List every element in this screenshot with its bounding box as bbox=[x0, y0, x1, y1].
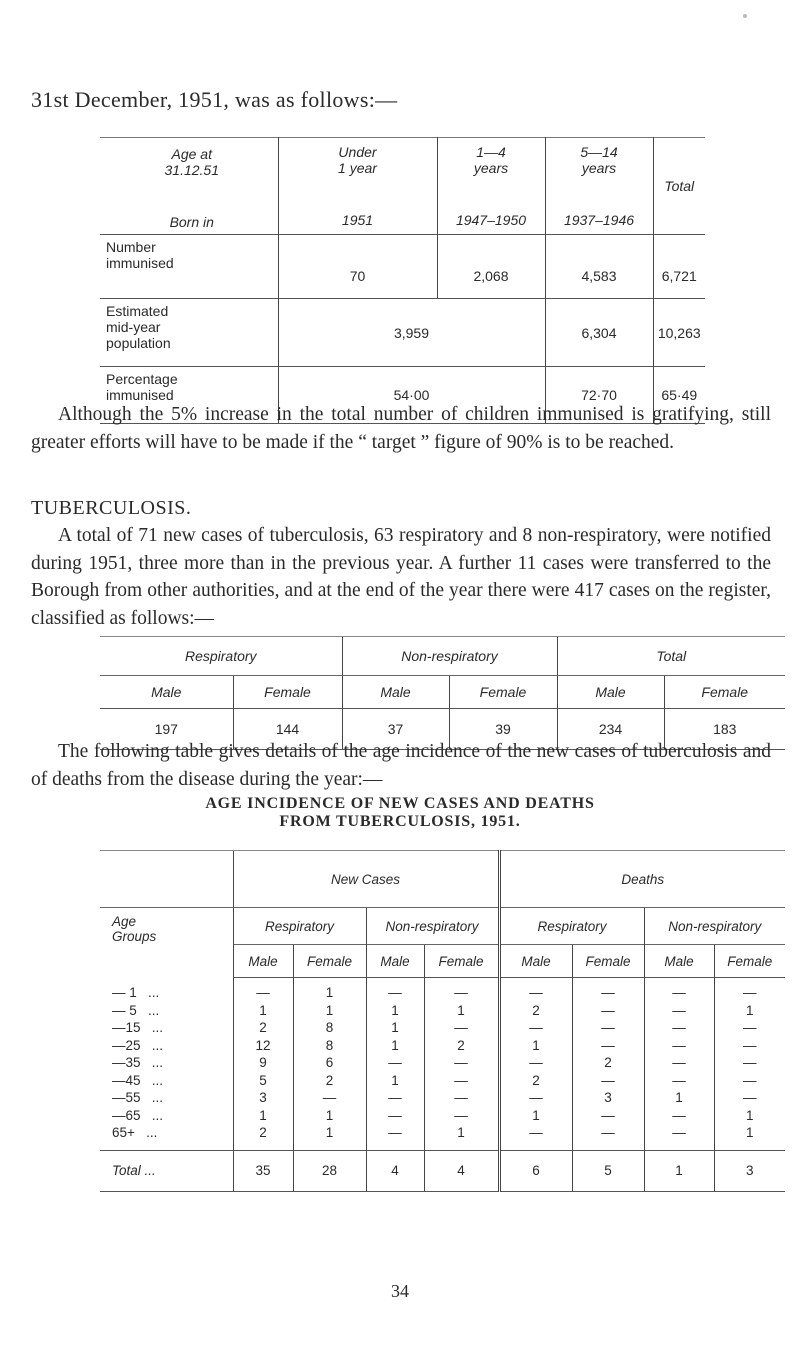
cell-value: 2 bbox=[293, 1072, 366, 1090]
cell-value: 1 bbox=[424, 1124, 499, 1150]
row-population-label: Estimated mid-year population bbox=[100, 299, 278, 367]
cell-value: 197 bbox=[100, 709, 233, 750]
cell-value: 1 bbox=[293, 1124, 366, 1150]
age-group-cell: —25 ... bbox=[112, 1037, 164, 1053]
cell-value: — bbox=[233, 978, 293, 1002]
cell-value: 144 bbox=[233, 709, 342, 750]
group-header: Respiratory bbox=[233, 908, 366, 945]
cell-value: — bbox=[366, 1054, 424, 1072]
table-caption-line1: AGE INCIDENCE OF NEW CASES AND DEATHS bbox=[205, 795, 595, 812]
cell-value: 1 bbox=[714, 1002, 785, 1020]
cell-value: — bbox=[424, 1089, 499, 1107]
cell-value: 183 bbox=[664, 709, 785, 750]
cell-value: — bbox=[644, 1037, 714, 1055]
total-label: Total ... bbox=[100, 1150, 233, 1191]
cell-value: 1 bbox=[424, 1002, 499, 1020]
total-value: 35 bbox=[233, 1150, 293, 1191]
age-header-cell bbox=[100, 138, 278, 235]
cell-value: 65·49 bbox=[653, 367, 705, 424]
cell-value: 1 bbox=[293, 978, 366, 1002]
cell-value: — bbox=[714, 1072, 785, 1090]
cell-value: 6 bbox=[293, 1054, 366, 1072]
deaths-header: Deaths bbox=[499, 851, 785, 908]
cell-value: — bbox=[499, 1054, 572, 1072]
cell-value: — bbox=[572, 1107, 644, 1125]
sub-header: Male bbox=[557, 676, 664, 709]
sub-header: Male bbox=[233, 945, 293, 978]
cell-value: 1 bbox=[366, 1019, 424, 1037]
paragraph-age-incidence: The following table gives details of the age incidence of the new cases of tuberculosis and of deaths from the disease during the year:— bbox=[31, 741, 771, 790]
cell-value: — bbox=[714, 1037, 785, 1055]
sub-header: Female bbox=[664, 676, 785, 709]
cell-value: 39 bbox=[449, 709, 557, 750]
cell-value: 1 bbox=[714, 1107, 785, 1125]
cell-value: 1 bbox=[293, 1107, 366, 1125]
sub-header: Female bbox=[424, 945, 499, 978]
age-group-cell: 65+ ... bbox=[100, 1124, 233, 1150]
cell-value: 1 bbox=[499, 1037, 572, 1055]
cell-value: — bbox=[424, 978, 499, 1002]
age-group-cell: —65 ... bbox=[112, 1107, 164, 1123]
group-header: Respiratory bbox=[499, 908, 644, 945]
cell-value: 234 bbox=[557, 709, 664, 750]
cell-value: — bbox=[499, 1124, 572, 1150]
cell-value: — bbox=[644, 1019, 714, 1037]
cell-value: 6,721 bbox=[653, 235, 705, 299]
row-immunised-label: Number immunised bbox=[100, 235, 278, 299]
cell-value: — bbox=[499, 1019, 572, 1037]
age-group-cell: — 5 ... bbox=[112, 1002, 160, 1018]
cell-value: — bbox=[366, 1089, 424, 1107]
table-caption-line2: FROM TUBERCULOSIS, 1951. bbox=[279, 813, 521, 830]
immunisation-table bbox=[100, 137, 705, 424]
sub-header: Female bbox=[572, 945, 644, 978]
cell-value: — bbox=[644, 1002, 714, 1020]
cell-value: — bbox=[424, 1072, 499, 1090]
row-percentage-label: Percentage immunised bbox=[100, 367, 278, 424]
cell-value: 6,304 bbox=[545, 299, 653, 367]
cell-value: — bbox=[366, 1107, 424, 1125]
cell-value: — bbox=[644, 1072, 714, 1090]
cell-value: — bbox=[572, 1037, 644, 1055]
cell-value: — bbox=[644, 978, 714, 1002]
cell-value: — bbox=[644, 1054, 714, 1072]
cell-value: 4,583 bbox=[545, 235, 653, 299]
cell-value: — bbox=[366, 978, 424, 1002]
cell-value: — bbox=[572, 1019, 644, 1037]
cell-value: 12 bbox=[233, 1037, 293, 1055]
cell-value: 54·00 bbox=[278, 367, 545, 424]
sub-header: Male bbox=[100, 676, 233, 709]
paragraph-immunisation: Although the 5% increase in the total number of children immunised is gratifying, still greater efforts will have to be made if the “ target ” figure of 90% is to be reached. bbox=[31, 404, 771, 453]
cell-value: 37 bbox=[342, 709, 449, 750]
table-row bbox=[100, 1089, 785, 1107]
group-respiratory: Respiratory bbox=[100, 637, 342, 676]
cell-value: — bbox=[644, 1107, 714, 1125]
cell-value: — bbox=[572, 1072, 644, 1090]
cell-value: 1 bbox=[499, 1107, 572, 1125]
tuberculosis-heading: TUBERCULOSIS. bbox=[31, 497, 192, 519]
cell-value: 1 bbox=[233, 1002, 293, 1020]
cell-value: 9 bbox=[233, 1054, 293, 1072]
born-in-label: Born in bbox=[169, 214, 214, 230]
intro-line: 31st December, 1951, was as follows:— bbox=[31, 87, 398, 112]
table-row bbox=[100, 1054, 785, 1072]
age-date-label: 31.12.51 bbox=[164, 162, 219, 178]
paragraph-tuberculosis: A total of 71 new cases of tuberculosis, 63 respiratory and 8 non-respiratory, were notified during 1951, three more than in the previous year. A further 11 cases were transferred to the Borough from other authorities, and at the end of the year there were 417 cases on the register, classified as follows:— bbox=[31, 525, 771, 629]
table-row bbox=[100, 1002, 785, 1020]
cell-value: — bbox=[714, 1054, 785, 1072]
cell-value: — bbox=[499, 1089, 572, 1107]
total-value: 3 bbox=[714, 1150, 785, 1191]
cell-value: 2 bbox=[499, 1002, 572, 1020]
cell-value: 1 bbox=[366, 1002, 424, 1020]
cell-value: 1 bbox=[233, 1107, 293, 1125]
cell-value: — bbox=[572, 978, 644, 1002]
cell-value: 2 bbox=[233, 1124, 293, 1150]
cell-value: — bbox=[644, 1124, 714, 1150]
total-value: 6 bbox=[499, 1150, 572, 1191]
age-group-cell: —35 ... bbox=[112, 1055, 164, 1071]
col-under-1: Under 1 year 1951 bbox=[278, 138, 437, 235]
cell-value: 70 bbox=[278, 235, 437, 299]
cell-value: — bbox=[572, 1124, 644, 1150]
table-row bbox=[100, 1019, 785, 1037]
age-group-cell: — 1 ... bbox=[112, 985, 160, 1000]
cell-value: 1 bbox=[714, 1124, 785, 1150]
total-value: 1 bbox=[644, 1150, 714, 1191]
sub-header: Male bbox=[342, 676, 449, 709]
cell-value: 8 bbox=[293, 1019, 366, 1037]
sub-header: Male bbox=[366, 945, 424, 978]
cell-value: — bbox=[424, 1054, 499, 1072]
table-row bbox=[100, 1037, 785, 1055]
cell-value: 2 bbox=[499, 1072, 572, 1090]
total-value: 4 bbox=[424, 1150, 499, 1191]
cell-value: 2 bbox=[572, 1054, 644, 1072]
age-at-label: Age at bbox=[171, 146, 212, 162]
cell-value: 72·70 bbox=[545, 367, 653, 424]
cell-value: 1 bbox=[366, 1072, 424, 1090]
speck bbox=[743, 14, 747, 18]
sub-header: Male bbox=[499, 945, 572, 978]
total-value: 4 bbox=[366, 1150, 424, 1191]
cell-value: — bbox=[572, 1002, 644, 1020]
new-cases-header: New Cases bbox=[233, 851, 499, 908]
cell-value: 2 bbox=[424, 1037, 499, 1055]
age-group-cell: —45 ... bbox=[112, 1072, 164, 1088]
cell-value: — bbox=[293, 1089, 366, 1107]
col-1-4: 1—4 years 1947–1950 bbox=[437, 138, 545, 235]
cell-value: 10,263 bbox=[653, 299, 705, 367]
register-table bbox=[100, 636, 785, 750]
cell-value: — bbox=[714, 1019, 785, 1037]
cell-value: 8 bbox=[293, 1037, 366, 1055]
table-row bbox=[100, 978, 785, 1002]
total-value: 28 bbox=[293, 1150, 366, 1191]
cell-value: 5 bbox=[233, 1072, 293, 1090]
cell-value: — bbox=[714, 978, 785, 1002]
cell-value: 1 bbox=[366, 1037, 424, 1055]
cell-value: 3 bbox=[572, 1089, 644, 1107]
col-total: Total bbox=[653, 138, 705, 235]
cell-value: — bbox=[714, 1089, 785, 1107]
cell-value: — bbox=[424, 1019, 499, 1037]
age-groups-header: Age Groups bbox=[112, 914, 157, 944]
page-number: 34 bbox=[391, 1281, 409, 1301]
cell-value: 3,959 bbox=[278, 299, 545, 367]
cell-value: 2 bbox=[233, 1019, 293, 1037]
sub-header: Female bbox=[293, 945, 366, 978]
sub-header: Female bbox=[233, 676, 342, 709]
total-value: 5 bbox=[572, 1150, 644, 1191]
sub-header: Male bbox=[644, 945, 714, 978]
cell-value: — bbox=[499, 978, 572, 1002]
sub-header: Female bbox=[714, 945, 785, 978]
group-non-respiratory: Non-respiratory bbox=[342, 637, 557, 676]
cell-value: 3 bbox=[233, 1089, 293, 1107]
table-row bbox=[100, 1107, 785, 1125]
cell-value: 1 bbox=[644, 1089, 714, 1107]
age-incidence-table bbox=[100, 850, 785, 1192]
cell-value: — bbox=[366, 1124, 424, 1150]
table-row bbox=[100, 1124, 785, 1150]
age-group-cell: —15 ... bbox=[112, 1020, 164, 1036]
age-group-cell: —55 ... bbox=[112, 1090, 164, 1106]
sub-header: Female bbox=[449, 676, 557, 709]
cell-value: 2,068 bbox=[437, 235, 545, 299]
cell-value: — bbox=[424, 1107, 499, 1125]
group-total: Total bbox=[557, 637, 785, 676]
table-row bbox=[100, 1072, 785, 1090]
group-header: Non-respiratory bbox=[366, 908, 499, 945]
cell-value: 1 bbox=[293, 1002, 366, 1020]
group-header: Non-respiratory bbox=[644, 908, 785, 945]
col-5-14: 5—14 years 1937–1946 bbox=[545, 138, 653, 235]
